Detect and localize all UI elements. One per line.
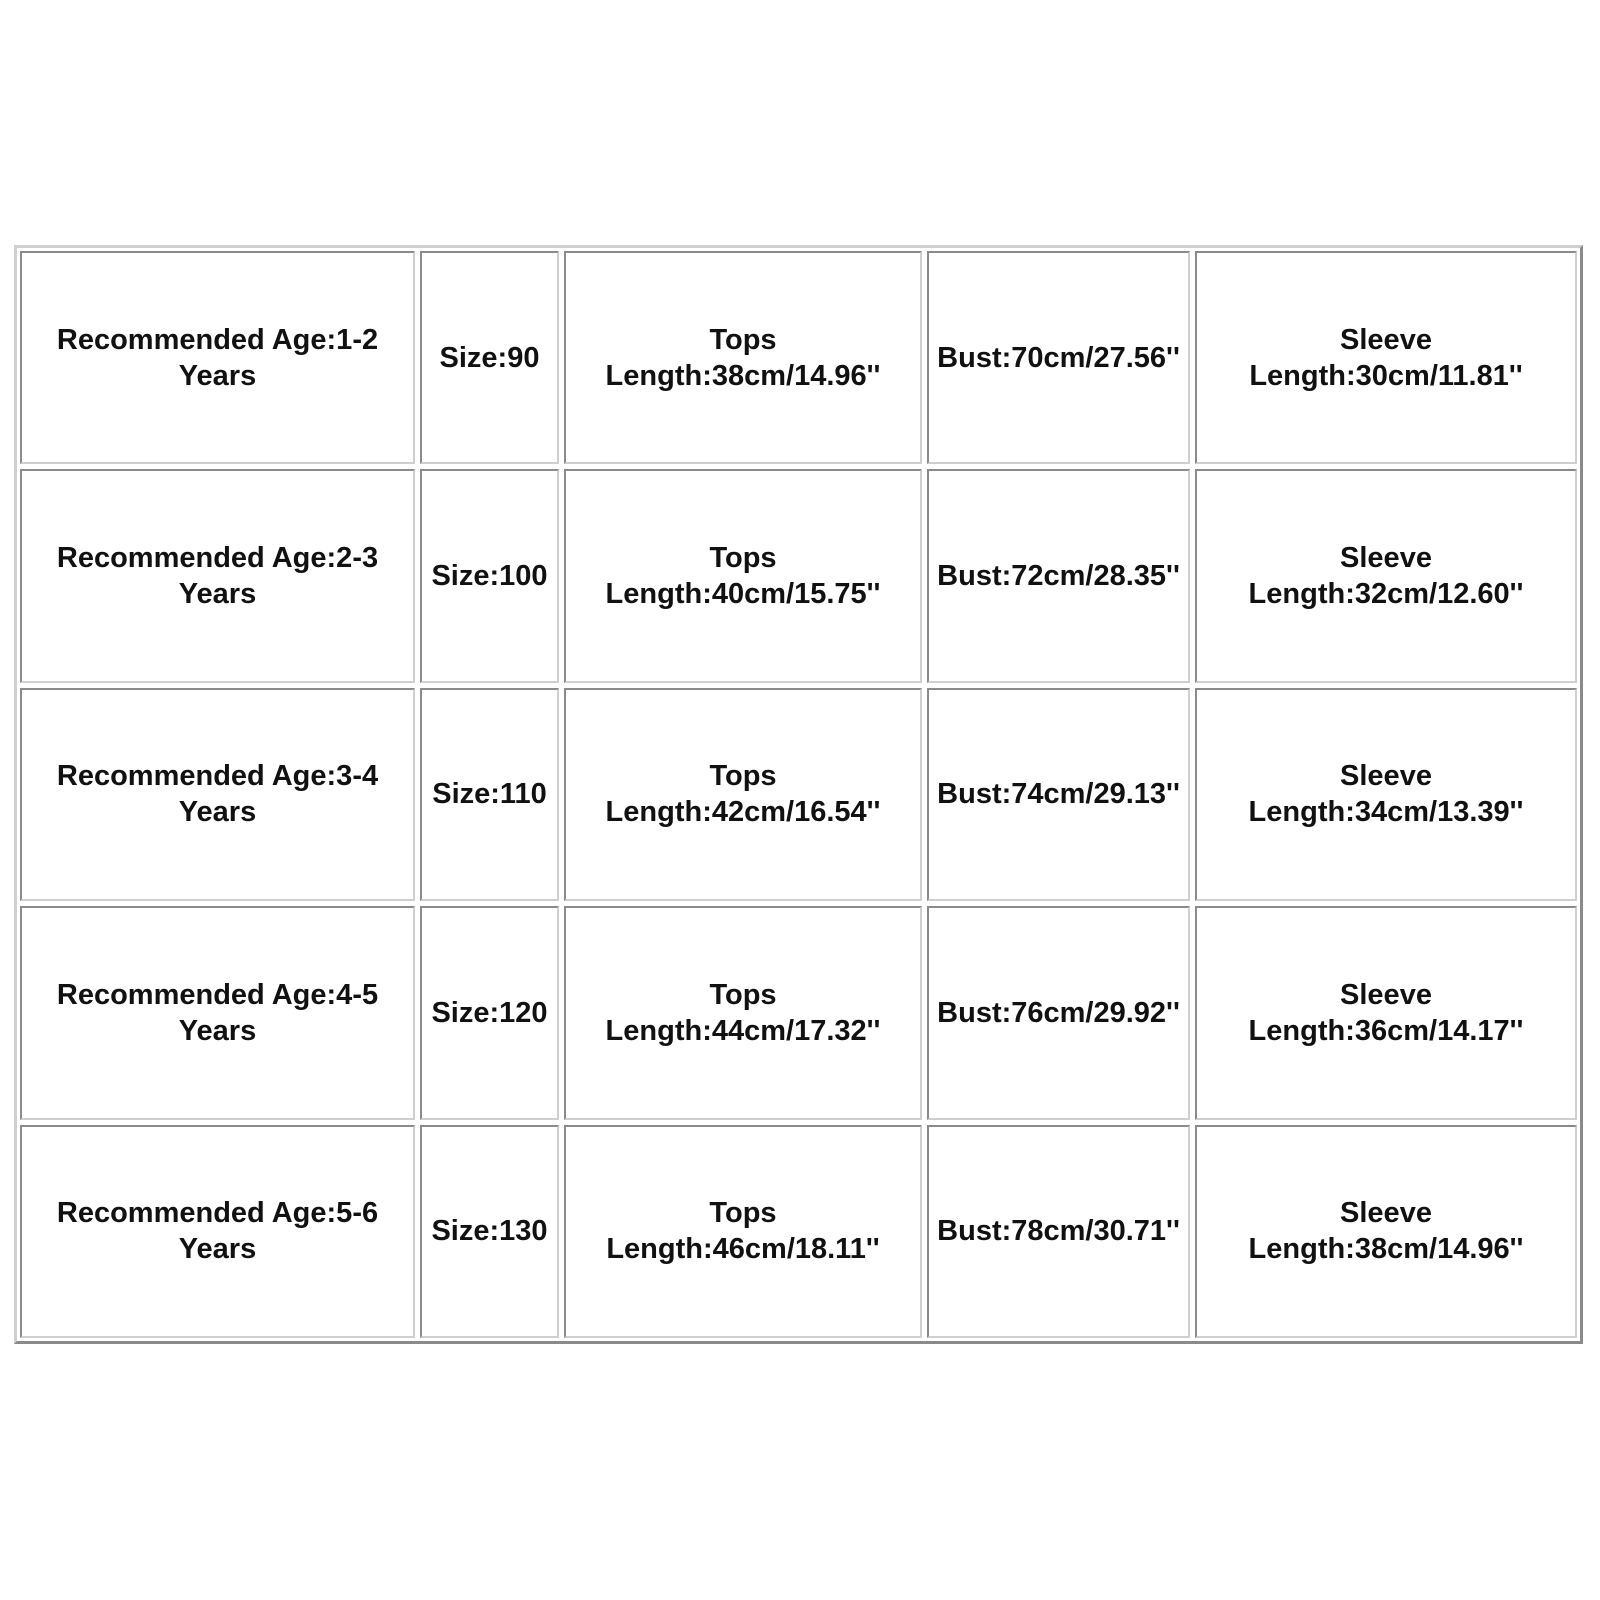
table-cell-bust: Bust:72cm/28.35'' xyxy=(927,469,1190,682)
table-cell-tops-length: Tops Length:44cm/17.32'' xyxy=(564,906,922,1119)
table-cell-sleeve-length: Sleeve Length:34cm/13.39'' xyxy=(1195,688,1577,901)
table-cell-tops-length: Tops Length:46cm/18.11'' xyxy=(564,1125,922,1338)
table-cell-bust: Bust:70cm/27.56'' xyxy=(927,251,1190,464)
table-cell-age: Recommended Age:5-6 Years xyxy=(20,1125,415,1338)
table-cell-sleeve-length: Sleeve Length:30cm/11.81'' xyxy=(1195,251,1577,464)
table-cell-tops-length: Tops Length:40cm/15.75'' xyxy=(564,469,922,682)
table-cell-tops-length: Tops Length:38cm/14.96'' xyxy=(564,251,922,464)
table-cell-size: Size:130 xyxy=(420,1125,559,1338)
table-cell-age: Recommended Age:2-3 Years xyxy=(20,469,415,682)
table-cell-size: Size:110 xyxy=(420,688,559,901)
table-cell-size: Size:100 xyxy=(420,469,559,682)
table-cell-sleeve-length: Sleeve Length:36cm/14.17'' xyxy=(1195,906,1577,1119)
table-cell-size: Size:90 xyxy=(420,251,559,464)
table-cell-size: Size:120 xyxy=(420,906,559,1119)
table-cell-sleeve-length: Sleeve Length:38cm/14.96'' xyxy=(1195,1125,1577,1338)
table-cell-age: Recommended Age:4-5 Years xyxy=(20,906,415,1119)
table-cell-bust: Bust:76cm/29.92'' xyxy=(927,906,1190,1119)
size-chart-table xyxy=(14,245,1583,1344)
table-cell-bust: Bust:78cm/30.71'' xyxy=(927,1125,1190,1338)
table-cell-age: Recommended Age:3-4 Years xyxy=(20,688,415,901)
table-cell-tops-length: Tops Length:42cm/16.54'' xyxy=(564,688,922,901)
table-cell-bust: Bust:74cm/29.13'' xyxy=(927,688,1190,901)
table-cell-sleeve-length: Sleeve Length:32cm/12.60'' xyxy=(1195,469,1577,682)
table-cell-age: Recommended Age:1-2 Years xyxy=(20,251,415,464)
